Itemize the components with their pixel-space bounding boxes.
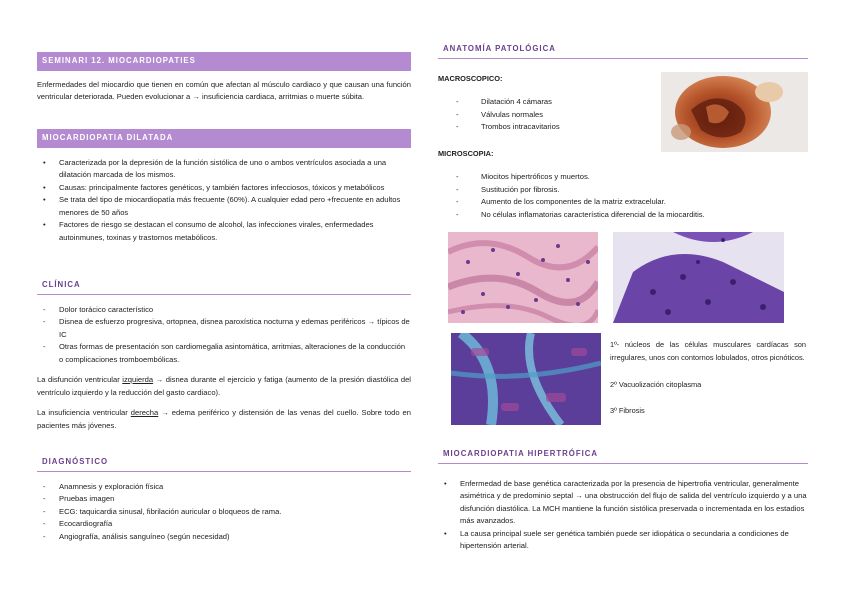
list-item: - Disnea de esfuerzo progresiva, ortopnea, disnea paroxística nocturna y edemas periféricos → típicos de IC: [37, 316, 411, 341]
text-fragment: La insuficiencia ventricular: [37, 408, 131, 417]
list-item: - Angiografía, análisis sanguíneo (según necesidad): [37, 531, 411, 544]
list-item: • Caracterizada por la depresión de la función sistólica de uno o ambos ventrículos asociada a una dilatación marcada de los mismos.: [37, 157, 411, 182]
section-diagnostico: [37, 454, 411, 543]
list-item: • Causas: principalmente factores genéticos, y también factores infecciosos, tóxicos y metabólicos: [37, 182, 411, 195]
text-fragment: → edema periférico y distensión de las venas del cuello. Sobre todo en pacientes más jóvenes.: [37, 408, 411, 430]
list-item: • Enfermedad de base genética caracterizada por la presencia de hipertrofia ventricular, generalmente asimétrica y de predominio septal → una obstrucción del flujo de salida del ventrículo izquierdo y a una disfunción diastólica. La MCH mantiene la función sistólica preservada o incrementada en los estadios más avanzados.: [438, 478, 808, 528]
list-item: - Otras formas de presentación son cardiomegalia asintomática, arritmias, alteraciones de la conducción o complicaciones tromboembólicas.: [37, 341, 411, 366]
caption-2: 2º Vacuolización citoplasma: [610, 380, 702, 389]
clinica-izquierda-text: [37, 374, 411, 399]
list-item: - Pruebas imagen: [37, 493, 411, 506]
caption-3: 3º Fibrosis: [610, 406, 645, 415]
list-item: - No células inflamatorias característica diferencial de la miocarditis.: [438, 209, 808, 222]
clinica-derecha-text: [37, 407, 411, 432]
hipertrofica-list: [438, 478, 808, 553]
page-title: SEMINARI 12. MIOCARDIOPATIES: [37, 52, 411, 71]
section-title-anatomia: ANATOMÍA PATOLÓGICA: [438, 41, 808, 59]
micro-label: MICROSCOPIA:: [438, 148, 494, 158]
text-fragment: → disnea durante el ejercicio y fatiga (aumento de la presión diastólica del ventrículo izquierdo y la reducción del gasto cardiaco).: [37, 375, 411, 397]
histology-purple-pattern: [613, 232, 784, 323]
list-item: • La causa principal suele ser genética también puede ser idiopática o secundaria a condiciones de hipertensión arterial.: [438, 528, 808, 553]
list-item: - Miocitos hipertróficos y muertos.: [438, 171, 808, 184]
list-item: - Válvulas normales: [438, 109, 808, 122]
section-title-hipertrofica: MIOCARDIOPATIA HIPERTRÓFICA: [438, 446, 808, 464]
histology-he-pattern: [448, 232, 598, 323]
heart-specimen-image: [661, 72, 808, 152]
list-item: • Se trata del tipo de miocardiopatía más frecuente (60%). A cualquier edad pero +frecuente en adultos menores de 50 años: [37, 194, 411, 219]
list-item: - ECG: taquicardia sinusal, fibrilación auricular o bloqueos de rama.: [37, 506, 411, 519]
histology-fibrosis-pattern: [451, 333, 601, 425]
list-item: - Dolor torácico característico: [37, 304, 411, 317]
section-hipertrofica: [438, 446, 808, 553]
list-item: - Sustitución por fibrosis.: [438, 184, 808, 197]
text-fragment: La disfunción ventricular: [37, 375, 123, 384]
section-title-dilatada: MIOCARDIOPATIA DILATADA: [37, 129, 411, 148]
left-column: [37, 52, 411, 104]
section-title-diagnostico: DIAGNÓSTICO: [37, 454, 411, 472]
histology-he-image: [448, 232, 598, 323]
macro-label: MACROSCOPICO:: [438, 73, 503, 83]
section-dilatada: [37, 129, 411, 244]
section-clinica: [37, 277, 411, 432]
list-item: - Anamnesis y exploración física: [37, 481, 411, 494]
heart-photo: [661, 72, 808, 152]
dilatada-list: [37, 157, 411, 245]
list-item: - Trombos intracavitarios: [438, 121, 808, 134]
caption-1: 1º- núcleos de las células musculares cardíacas son irregulares, unos con contornos lobulados, otros picnóticos.: [610, 340, 806, 362]
histology-vacuolization-image: [613, 232, 784, 323]
list-item: - Dilatación 4 cámaras: [438, 96, 808, 109]
underlined-term: izquierda: [122, 375, 154, 384]
list-item: - Aumento de los componentes de la matriz extracelular.: [438, 196, 808, 209]
diagnostico-list: [37, 481, 411, 544]
histology-captions: [610, 338, 806, 417]
list-item: • Factores de riesgo se destacan el consumo de alcohol, las infecciones virales, enfermedades autoinmunes, toxinas y trastornos metabólicos.: [37, 219, 411, 244]
clinica-list: [37, 304, 411, 367]
underlined-term: derecha: [130, 408, 159, 417]
histology-fibrosis-image: [451, 333, 601, 425]
section-title-clinica: CLÍNICA: [37, 277, 411, 295]
micro-list: [438, 171, 808, 221]
intro-text: Enfermedades del miocardio que tienen en común que afectan al músculo cardiaco y que causan una función ventricular deteriorada. Pueden evolucionar a → insuficiencia cardiaca, arritmias o muerte súbita.: [37, 79, 411, 101]
list-item: - Ecocardiografía: [37, 518, 411, 531]
